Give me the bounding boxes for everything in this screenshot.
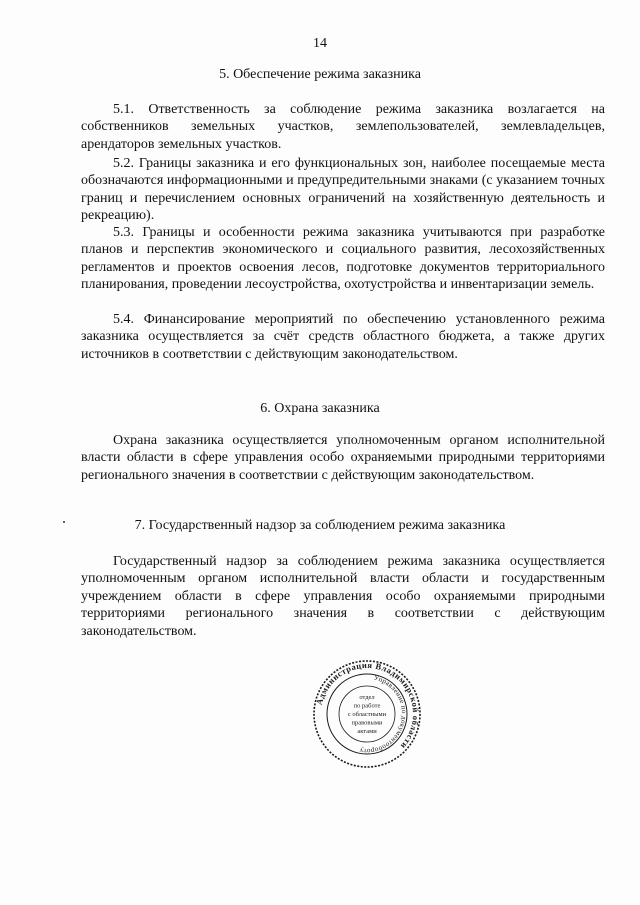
official-stamp [312, 659, 422, 769]
stamp-center-line: с областными [347, 711, 387, 718]
stamp-seal-icon [312, 659, 422, 769]
svg-text:Управление по документообороту: Управление по документообороту [358, 673, 409, 756]
stamp-center-line: актами [357, 727, 377, 735]
stamp-center-line: правовыми [351, 719, 383, 727]
stamp-center-line: отдел [359, 694, 375, 702]
section-7-heading: 7. Государственный надзор за соблюдением режима заказника [134, 518, 506, 533]
stamp-center-line: по работе [353, 702, 381, 710]
paragraph-6: Охрана заказника осуществляется уполномоченным органом исполнительной власти области в сфере управления особо охраняемыми природными территориями регионального значения в соответствии с действующим законодательством. [81, 433, 605, 483]
svg-text:Администрация Владимирской обл: Администрация Владимирской области [313, 659, 422, 752]
paragraph-5-4: 5.4. Финансирование мероприятий по обеспечению установленного режима заказника осуществляется за счёт средств областного бюджета, а также других источников в соответствии с действующим законодательством. [81, 312, 605, 362]
paragraph-5-2: 5.2. Границы заказника и его функциональных зон, наиболее посещаемые места обозначаются информационными и предупредительными знаками (с указанием точных границ и перечислением основных ограничений на хозяйственную деятельность и рекреацию). [81, 156, 605, 224]
paragraph-7: Государственный надзор за соблюдением режима заказника осуществляется уполномоченным органом исполнительной власти области и государственным учреждением области в сфере управления особо охраняемыми природными территориями регионального значения в соответствии с действующим законодательством. [81, 554, 605, 639]
section-5-heading: 5. Обеспечение режима заказника [219, 67, 421, 82]
page-number: 14 [313, 36, 327, 51]
paragraph-5-3: 5.3. Границы и особенности режима заказника учитываются при разработке планов и перспектив экономического и социального развития, лесохозяйственных регламентов и проектов освоения лесов, подготовке документов территориального планирования, проведении лесоустройства, охотустройства и инвентаризации земель. [81, 225, 605, 293]
section-6-heading: 6. Охрана заказника [260, 401, 380, 416]
paragraph-5-1: 5.1. Ответственность за соблюдение режима заказника возлагается на собственников земельных участков, землепользователей, землевладельцев, арендаторов земельных участков. [81, 102, 605, 152]
